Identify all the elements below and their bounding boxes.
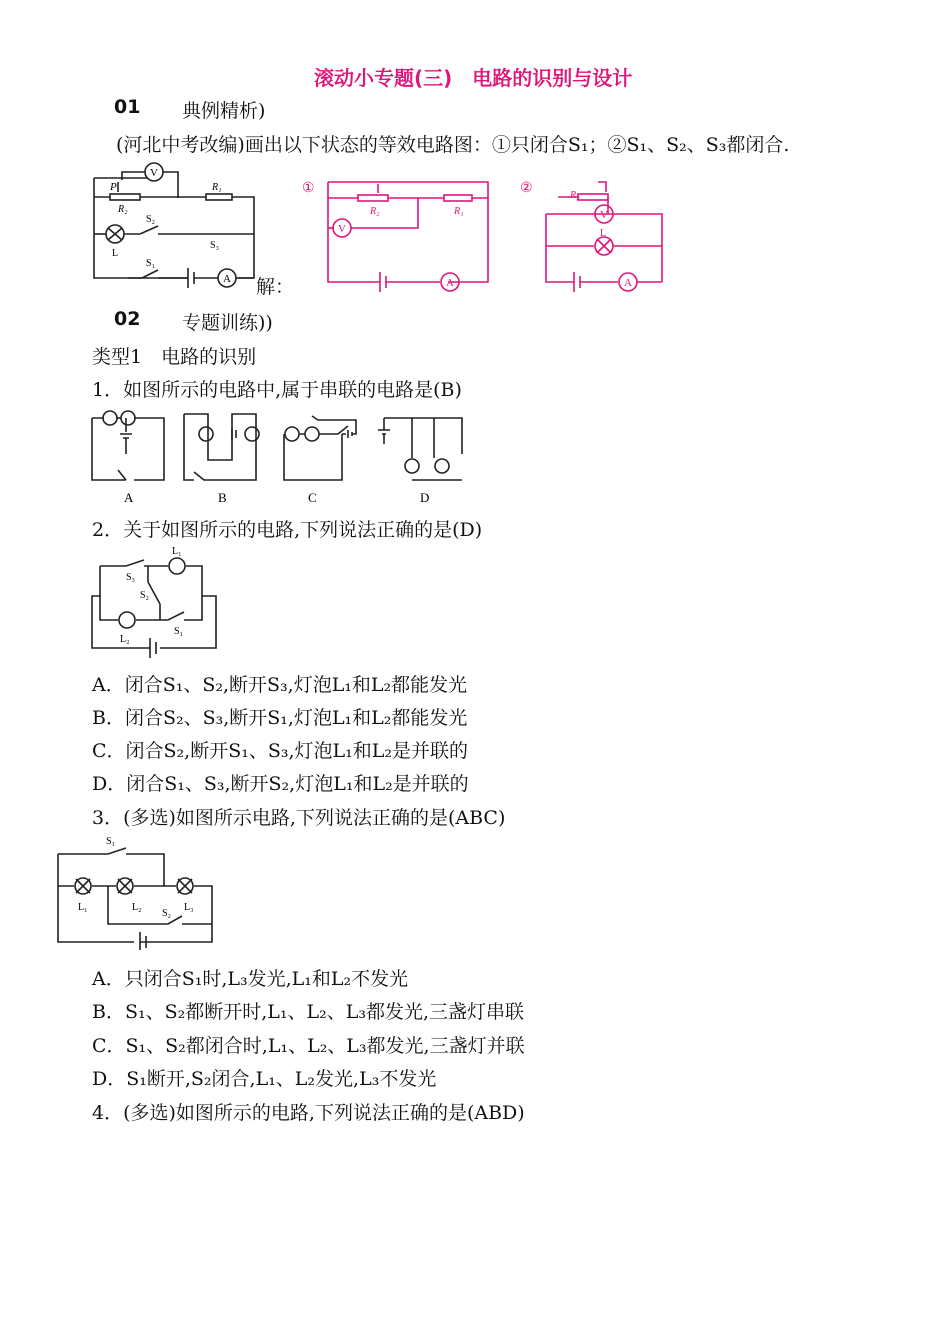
s2-label: S₂ — [146, 214, 156, 225]
eq2-ammeter-label: A — [624, 277, 632, 289]
equivalent-circuit-2 — [518, 170, 678, 298]
question-3-diagram — [52, 830, 220, 950]
q2-s2-label: S₂ — [140, 590, 150, 601]
q3-l3-label: L₃ — [184, 902, 194, 913]
slider-label: P — [110, 181, 117, 193]
section-label: 典例精析) — [182, 100, 266, 122]
question-1-stem: 1．如图所示的电路中,属于串联的电路是(B) — [92, 379, 462, 401]
q2-s1-label: S₁ — [174, 626, 184, 637]
q1-option-b: B — [218, 490, 227, 505]
section-label: 专题训练)) — [182, 312, 273, 334]
question-3-choice-a: A．只闭合S₁时,L₃发光,L₁和L₂不发光 — [92, 968, 409, 990]
page-title: 滚动小专题(三) 电路的识别与设计 — [314, 66, 633, 90]
section-number: 02 — [114, 308, 141, 330]
eq2-lamp-label: L — [600, 228, 607, 239]
section-number: 01 — [114, 96, 141, 118]
eq2-voltmeter-label: V — [600, 209, 608, 221]
question-4-stem: 4．(多选)如图所示的电路,下列说法正确的是(ABD) — [92, 1102, 525, 1124]
q1-option-a: A — [124, 490, 134, 505]
question-3-stem: 3．(多选)如图所示电路,下列说法正确的是(ABC) — [92, 807, 506, 829]
eq1-voltmeter-label: V — [338, 223, 346, 235]
q3-l1-label: L₁ — [78, 902, 88, 913]
question-2-diagram — [86, 542, 226, 660]
ammeter-label: A — [223, 273, 231, 285]
lamp-label: L — [112, 248, 119, 259]
eq1-r1-label: R₁ — [454, 206, 464, 217]
question-2-choice-d: D．闭合S₁、S₃,断开S₂,灯泡L₁和L₂是并联的 — [92, 773, 469, 795]
question-3-choice-d: D．S₁断开,S₂闭合,L₁、L₂发光,L₃不发光 — [92, 1068, 437, 1090]
question-1-diagrams — [86, 404, 476, 508]
type-heading: 类型1 电路的识别 — [92, 346, 257, 368]
s3-label: S₃ — [210, 240, 220, 251]
question-3-choice-c: C．S₁、S₂都闭合时,L₁、L₂、L₃都发光,三盏灯并联 — [92, 1035, 525, 1057]
q1-option-c: C — [308, 490, 317, 505]
answer-label: 解： — [256, 276, 295, 298]
r1-label: R₁ — [212, 182, 222, 193]
s1-label: S₁ — [146, 258, 156, 269]
question-2-choice-c: C．闭合S₂,断开S₁、S₃,灯泡L₁和L₂是并联的 — [92, 740, 468, 762]
q2-l1-label: L₁ — [172, 546, 182, 557]
question-2-choice-a: A．闭合S₁、S₂,断开S₃,灯泡L₁和L₂都能发光 — [92, 674, 468, 696]
r2-label: R₂ — [118, 204, 128, 215]
question-2-choice-b: B．闭合S₂、S₃,断开S₁,灯泡L₁和L₂都能发光 — [92, 707, 468, 729]
q2-l2-label: L₂ — [120, 634, 130, 645]
eq1-ammeter-label: A — [446, 277, 454, 289]
q1-option-d: D — [420, 490, 430, 505]
voltmeter-label: V — [150, 167, 158, 179]
figure-marker-1: ① — [302, 181, 315, 196]
eq2-r2-label: R₂ — [570, 190, 580, 201]
q3-s2-label: S₂ — [162, 908, 172, 919]
q3-l2-label: L₂ — [132, 902, 142, 913]
question-3-choice-b: B．S₁、S₂都断开时,L₁、L₂、L₃都发光,三盏灯串联 — [92, 1001, 525, 1023]
q2-s3-label: S₃ — [126, 572, 136, 583]
example-question: (河北中考改编)画出以下状态的等效电路图：①只闭合S₁；②S₁、S₂、S₃都闭合. — [116, 134, 790, 156]
example-circuit-diagram — [88, 158, 268, 296]
equivalent-circuit-1 — [300, 170, 500, 298]
figure-marker-2: ② — [520, 181, 533, 196]
q3-s1-label: S₁ — [106, 836, 116, 847]
question-2-stem: 2．关于如图所示的电路,下列说法正确的是(D) — [92, 519, 483, 541]
eq1-r2-label: R₂ — [370, 206, 380, 217]
